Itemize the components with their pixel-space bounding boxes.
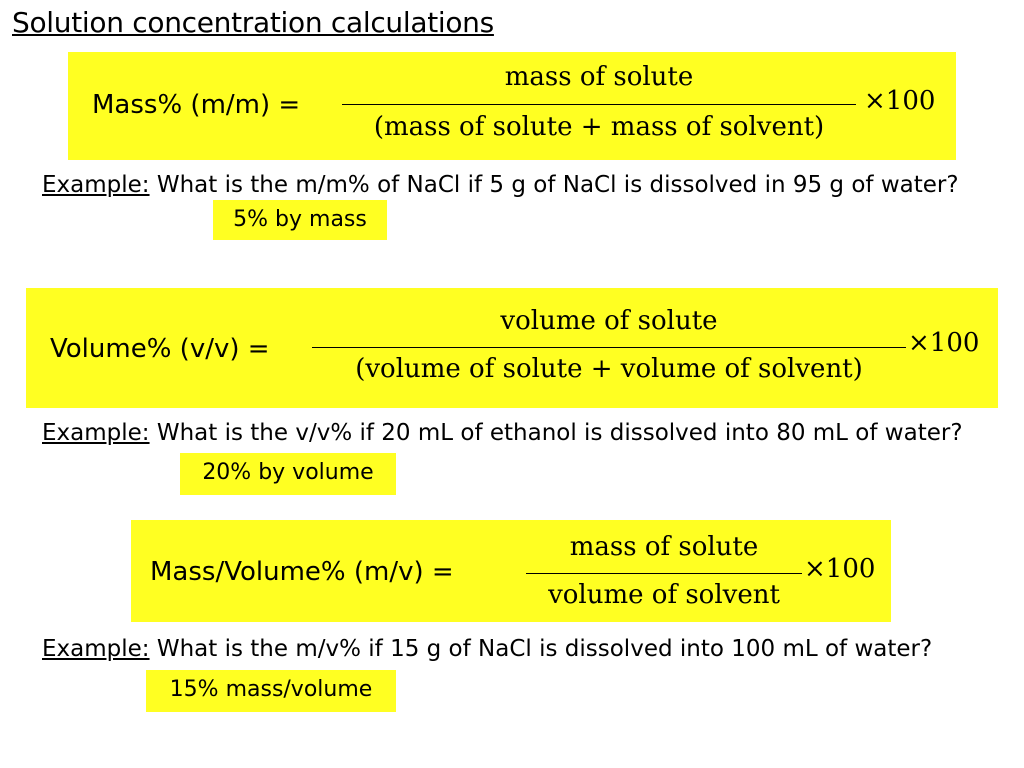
example-1-answer: 5% by mass <box>213 200 387 240</box>
volume-percent-label: Volume% (v/v) = <box>50 334 270 364</box>
example-2-question: What is the v/v% if 20 mL of ethanol is dissolved into 80 mL of water? <box>156 420 963 446</box>
volume-percent-multiplier: ×100 <box>908 328 980 358</box>
mass-volume-percent-numerator: mass of solute <box>569 532 759 562</box>
example-2 <box>42 416 1002 451</box>
mass-percent-multiplier: ×100 <box>864 86 936 116</box>
mass-volume-percent-fraction-bar <box>526 573 802 574</box>
example-1-label: Example: <box>42 172 150 198</box>
example-1 <box>42 168 1002 203</box>
mass-volume-percent-multiplier: ×100 <box>804 554 876 584</box>
mass-percent-denominator: (mass of solute + mass of solvent) <box>373 112 825 142</box>
mass-percent-numerator: mass of solute <box>504 62 694 92</box>
mass-volume-percent-denominator: volume of solvent <box>548 580 780 610</box>
example-3 <box>42 632 1002 667</box>
volume-percent-denominator: (volume of solute + volume of solvent) <box>355 354 863 384</box>
volume-percent-fraction-bar <box>312 347 906 348</box>
example-2-label: Example: <box>42 420 150 446</box>
mass-percent-label: Mass% (m/m) = <box>92 90 301 120</box>
example-3-question: What is the m/v% if 15 g of NaCl is dissolved into 100 mL of water? <box>156 636 933 662</box>
example-3-answer: 15% mass/volume <box>146 670 396 712</box>
example-1-question: What is the m/m% of NaCl if 5 g of NaCl is dissolved in 95 g of water? <box>156 172 959 198</box>
example-3-label: Example: <box>42 636 150 662</box>
volume-percent-numerator: volume of solute <box>500 306 718 336</box>
example-2-answer: 20% by volume <box>180 453 396 495</box>
slide-title: Solution concentration calculations <box>12 6 494 39</box>
mass-percent-fraction-bar <box>342 104 856 105</box>
mass-volume-percent-label: Mass/Volume% (m/v) = <box>150 557 454 587</box>
